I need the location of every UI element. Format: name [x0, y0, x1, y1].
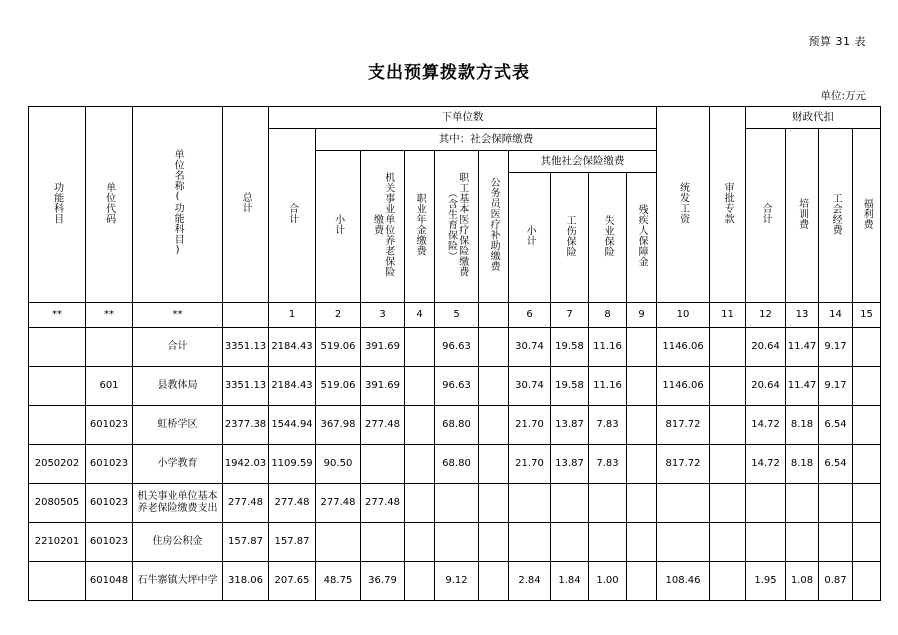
cell-other-subtotal [509, 484, 551, 523]
cell-disability [627, 328, 657, 367]
cell-unified-salary: 1146.06 [657, 367, 710, 406]
cell-unified-salary [657, 523, 710, 562]
cell-function-code [29, 562, 86, 601]
cell-training: 1.08 [786, 562, 819, 601]
colnum-medical: 5 [435, 303, 479, 328]
cell-approved-payment [710, 406, 746, 445]
cell-unemployment [589, 523, 627, 562]
cell-civil-servant-medical [479, 523, 509, 562]
col-header-approved-payment: 审批专款 [710, 107, 746, 303]
cell-civil-servant-medical [479, 406, 509, 445]
cell-other-subtotal: 21.70 [509, 445, 551, 484]
cell-welfare [853, 445, 881, 484]
cell-medical: 96.63 [435, 367, 479, 406]
cell-training: 11.47 [786, 328, 819, 367]
cell-unified-salary: 817.72 [657, 406, 710, 445]
cell-union [819, 484, 853, 523]
cell-civil-servant-medical [479, 367, 509, 406]
cell-work-injury [551, 484, 589, 523]
cell-pension: 391.69 [361, 367, 405, 406]
cell-approved-payment [710, 484, 746, 523]
cell-fw-total: 20.64 [746, 367, 786, 406]
cell-unit-code: 601048 [86, 562, 133, 601]
cell-fw-total [746, 523, 786, 562]
cell-unemployment: 1.00 [589, 562, 627, 601]
cell-fw-total: 20.64 [746, 328, 786, 367]
colnum-annuity: 4 [405, 303, 435, 328]
colnum-union: 14 [819, 303, 853, 328]
cell-training: 8.18 [786, 406, 819, 445]
cell-function-code [29, 367, 86, 406]
cell-sub-total: 277.48 [269, 484, 316, 523]
cell-approved-payment [710, 367, 746, 406]
budget-table [28, 106, 881, 601]
cell-work-injury: 1.84 [551, 562, 589, 601]
cell-work-injury [551, 523, 589, 562]
cell-fw-total [746, 484, 786, 523]
cell-welfare [853, 328, 881, 367]
cell-function-code: 2210201 [29, 523, 86, 562]
cell-approved-payment [710, 328, 746, 367]
cell-unified-salary: 108.46 [657, 562, 710, 601]
cell-fw-total: 14.72 [746, 406, 786, 445]
cell-disability [627, 484, 657, 523]
cell-sub-total: 2184.43 [269, 328, 316, 367]
col-header-annuity: 职业年金缴费 [405, 151, 435, 303]
cell-other-subtotal: 2.84 [509, 562, 551, 601]
cell-unified-salary: 1146.06 [657, 328, 710, 367]
cell-medical: 9.12 [435, 562, 479, 601]
cell-civil-servant-medical [479, 484, 509, 523]
cell-annuity [405, 406, 435, 445]
cell-unit-name: 石牛寨镇大坪中学 [133, 562, 223, 601]
cell-pension [361, 445, 405, 484]
cell-disability [627, 523, 657, 562]
cell-sub-subtotal [316, 523, 361, 562]
col-header-union: 工会经费 [819, 129, 853, 303]
cell-fw-total: 1.95 [746, 562, 786, 601]
cell-union: 0.87 [819, 562, 853, 601]
col-header-disability: 残疾人保障金 [627, 173, 657, 303]
cell-sub-subtotal: 367.98 [316, 406, 361, 445]
cell-unified-salary [657, 484, 710, 523]
document-code: 预算 31 表 [808, 35, 866, 48]
col-header-pension: 机关事业单位养老保险缴费 [361, 151, 405, 303]
cell-disability [627, 445, 657, 484]
cell-fw-total: 14.72 [746, 445, 786, 484]
table-body [29, 328, 881, 601]
cell-medical: 96.63 [435, 328, 479, 367]
table-row [29, 523, 881, 562]
table-row [29, 406, 881, 445]
colnum-other-subtotal: 6 [509, 303, 551, 328]
cell-unit-code: 601023 [86, 484, 133, 523]
cell-unit-name: 小学教育 [133, 445, 223, 484]
colnum-work-injury: 7 [551, 303, 589, 328]
page-title: 支出预算拨款方式表 [368, 63, 530, 83]
cell-work-injury: 13.87 [551, 445, 589, 484]
colnum-total [223, 303, 269, 328]
cell-annuity [405, 562, 435, 601]
cell-annuity [405, 484, 435, 523]
cell-pension: 36.79 [361, 562, 405, 601]
col-header-unit-name: 单位名称(功能科目) [133, 107, 223, 303]
col-header-training: 培训费 [786, 129, 819, 303]
colnum-welfare: 15 [853, 303, 881, 328]
table-row [29, 445, 881, 484]
col-header-function-code: 功能科目 [29, 107, 86, 303]
cell-total: 3351.13 [223, 328, 269, 367]
cell-disability [627, 562, 657, 601]
cell-pension: 277.48 [361, 406, 405, 445]
cell-training [786, 523, 819, 562]
column-number-row [29, 303, 881, 328]
cell-civil-servant-medical [479, 328, 509, 367]
colnum-fw-total: 12 [746, 303, 786, 328]
cell-unit-name: 虹桥学区 [133, 406, 223, 445]
cell-approved-payment [710, 523, 746, 562]
col-header-work-injury: 工伤保险 [551, 173, 589, 303]
colnum-civil-servant-medical [479, 303, 509, 328]
cell-function-code: 2050202 [29, 445, 86, 484]
table-row [29, 484, 881, 523]
cell-sub-subtotal: 277.48 [316, 484, 361, 523]
cell-disability [627, 367, 657, 406]
cell-welfare [853, 484, 881, 523]
cell-pension: 391.69 [361, 328, 405, 367]
colnum-disability: 9 [627, 303, 657, 328]
group-header-other-social-security: 其他社会保险缴费 [509, 151, 657, 173]
cell-work-injury: 19.58 [551, 328, 589, 367]
cell-total: 277.48 [223, 484, 269, 523]
cell-function-code [29, 406, 86, 445]
cell-other-subtotal [509, 523, 551, 562]
cell-annuity [405, 523, 435, 562]
colnum-sub-subtotal: 2 [316, 303, 361, 328]
cell-training [786, 484, 819, 523]
cell-approved-payment [710, 445, 746, 484]
col-header-unit-code: 单位代码 [86, 107, 133, 303]
cell-unit-name: 机关事业单位基本养老保险缴费支出 [133, 484, 223, 523]
cell-total: 157.87 [223, 523, 269, 562]
cell-sub-total: 1544.94 [269, 406, 316, 445]
cell-total: 1942.03 [223, 445, 269, 484]
cell-sub-total: 157.87 [269, 523, 316, 562]
colnum-approved-payment: 11 [710, 303, 746, 328]
colnum-sub-total: 1 [269, 303, 316, 328]
colnum-unemployment: 8 [589, 303, 627, 328]
cell-civil-servant-medical [479, 562, 509, 601]
cell-welfare [853, 406, 881, 445]
cell-sub-subtotal: 48.75 [316, 562, 361, 601]
cell-total: 2377.38 [223, 406, 269, 445]
cell-unemployment: 7.83 [589, 445, 627, 484]
col-header-unemployment: 失业保险 [589, 173, 627, 303]
cell-unemployment [589, 484, 627, 523]
cell-training: 11.47 [786, 367, 819, 406]
cell-annuity [405, 328, 435, 367]
cell-pension: 277.48 [361, 484, 405, 523]
cell-unit-name: 县教体局 [133, 367, 223, 406]
cell-unit-code: 601023 [86, 523, 133, 562]
colnum-unit-name: ** [133, 303, 223, 328]
cell-unemployment: 7.83 [589, 406, 627, 445]
cell-sub-subtotal: 90.50 [316, 445, 361, 484]
cell-union: 6.54 [819, 406, 853, 445]
cell-sub-total: 207.65 [269, 562, 316, 601]
cell-welfare [853, 367, 881, 406]
colnum-function-code: ** [29, 303, 86, 328]
cell-pension [361, 523, 405, 562]
col-header-other-subtotal: 小计 [509, 173, 551, 303]
cell-unit-code: 601 [86, 367, 133, 406]
cell-medical [435, 523, 479, 562]
cell-union [819, 523, 853, 562]
colnum-unified-salary: 10 [657, 303, 710, 328]
cell-unified-salary: 817.72 [657, 445, 710, 484]
cell-work-injury: 13.87 [551, 406, 589, 445]
cell-disability [627, 406, 657, 445]
table-row [29, 367, 881, 406]
col-header-medical: 职工基本医疗保险缴费（含生育保险） [435, 151, 479, 303]
cell-union: 9.17 [819, 328, 853, 367]
cell-medical: 68.80 [435, 445, 479, 484]
cell-annuity [405, 367, 435, 406]
group-header-fiscal-withholding: 财政代扣 [746, 107, 881, 129]
cell-unit-name: 住房公积金 [133, 523, 223, 562]
group-header-subordinate-units: 下单位数 [269, 107, 657, 129]
cell-union: 9.17 [819, 367, 853, 406]
cell-training: 8.18 [786, 445, 819, 484]
cell-other-subtotal: 30.74 [509, 367, 551, 406]
cell-function-code: 2080505 [29, 484, 86, 523]
group-header-social-security: 其中：社会保障缴费 [316, 129, 657, 151]
cell-unemployment: 11.16 [589, 367, 627, 406]
cell-welfare [853, 562, 881, 601]
cell-unit-code [86, 328, 133, 367]
cell-other-subtotal: 21.70 [509, 406, 551, 445]
table-row [29, 562, 881, 601]
col-header-fw-total: 合计 [746, 129, 786, 303]
table-row [29, 328, 881, 367]
cell-unit-code: 601023 [86, 445, 133, 484]
cell-annuity [405, 445, 435, 484]
col-header-civil-servant-medical: 公务员医疗补助缴费 [479, 151, 509, 303]
cell-work-injury: 19.58 [551, 367, 589, 406]
cell-medical: 68.80 [435, 406, 479, 445]
colnum-training: 13 [786, 303, 819, 328]
col-header-sub-total: 合计 [269, 129, 316, 303]
col-header-welfare: 福利费 [853, 129, 881, 303]
col-header-total: 总计 [223, 107, 269, 303]
cell-approved-payment [710, 562, 746, 601]
cell-total: 318.06 [223, 562, 269, 601]
unit-note: 单位:万元 [820, 90, 866, 102]
colnum-pension: 3 [361, 303, 405, 328]
cell-welfare [853, 523, 881, 562]
cell-civil-servant-medical [479, 445, 509, 484]
cell-sub-subtotal: 519.06 [316, 367, 361, 406]
cell-unemployment: 11.16 [589, 328, 627, 367]
cell-sub-subtotal: 519.06 [316, 328, 361, 367]
cell-unit-name: 合计 [133, 328, 223, 367]
cell-medical [435, 484, 479, 523]
cell-union: 6.54 [819, 445, 853, 484]
cell-other-subtotal: 30.74 [509, 328, 551, 367]
cell-sub-total: 1109.59 [269, 445, 316, 484]
colnum-unit-code: ** [86, 303, 133, 328]
cell-total: 3351.13 [223, 367, 269, 406]
col-header-unified-salary: 统发工资 [657, 107, 710, 303]
cell-unit-code: 601023 [86, 406, 133, 445]
col-header-sub-subtotal: 小计 [316, 151, 361, 303]
cell-sub-total: 2184.43 [269, 367, 316, 406]
cell-function-code [29, 328, 86, 367]
